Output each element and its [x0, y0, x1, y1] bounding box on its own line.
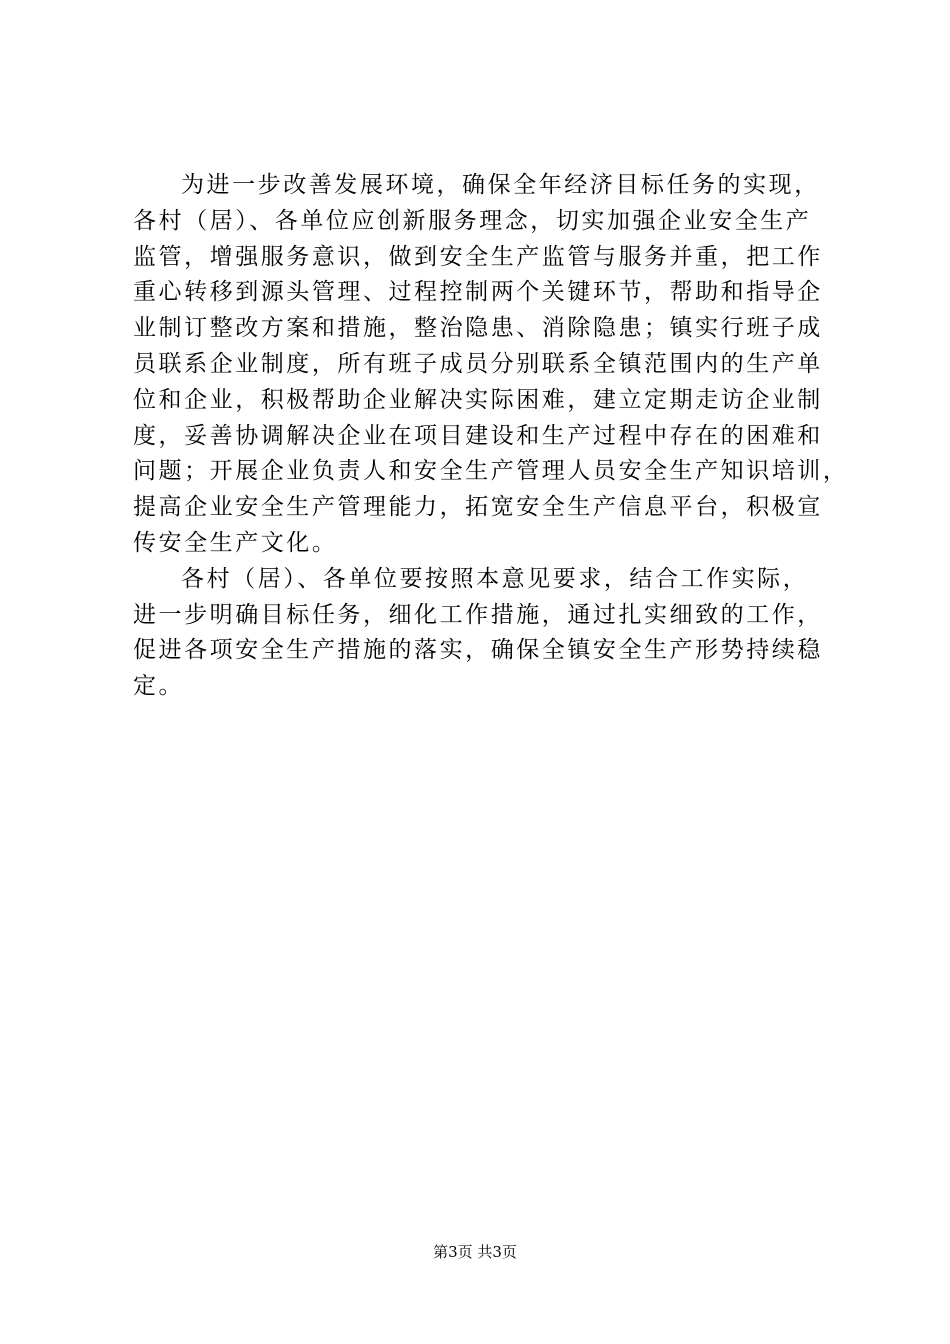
text-line: 位和企业，积极帮助企业解决实际困难，建立定期走访企业制: [133, 386, 823, 413]
text-line: 监管，增强服务意识，做到安全生产监管与服务并重，把工作: [133, 243, 823, 270]
paragraph-2: [133, 562, 833, 705]
page-footer: [0, 1240, 950, 1264]
text-line: 度，妥善协调解决企业在项目建设和生产过程中存在的困难和: [133, 422, 823, 449]
paragraph-1: [133, 168, 849, 562]
text-line: 定。: [133, 673, 185, 700]
text-line: 传安全生产文化。: [133, 529, 338, 556]
text-line: 为进一步改善发展环境，确保全年经济目标任务的实现，: [181, 172, 820, 198]
text-line: 问题；开展企业负责人和安全生产管理人员安全生产知识培训，: [133, 458, 849, 485]
text-line: 进一步明确目标任务，细化工作措施，通过扎实细致的工作，: [133, 601, 823, 628]
text-line: 员联系企业制度，所有班子成员分别联系全镇范围内的生产单: [133, 350, 823, 377]
text-line: 各村（居）、各单位应创新服务理念，切实加强企业安全生产: [133, 207, 812, 234]
text-line: 重心转移到源头管理、过程控制两个关键环节，帮助和指导企: [133, 279, 823, 306]
text-line: 各村（居）、各单位要按照本意见要求，结合工作实际，: [181, 565, 809, 592]
text-line: 促进各项安全生产措施的落实，确保全镇安全生产形势持续稳: [133, 637, 823, 664]
text-line: 业制订整改方案和措施，整治隐患、消除隐患；镇实行班子成: [133, 315, 823, 342]
text-line: 提高企业安全生产管理能力，拓宽安全生产信息平台，积极宣: [133, 494, 823, 521]
document-body: [133, 168, 849, 705]
page-number: 第3页 共3页: [433, 1243, 517, 1261]
